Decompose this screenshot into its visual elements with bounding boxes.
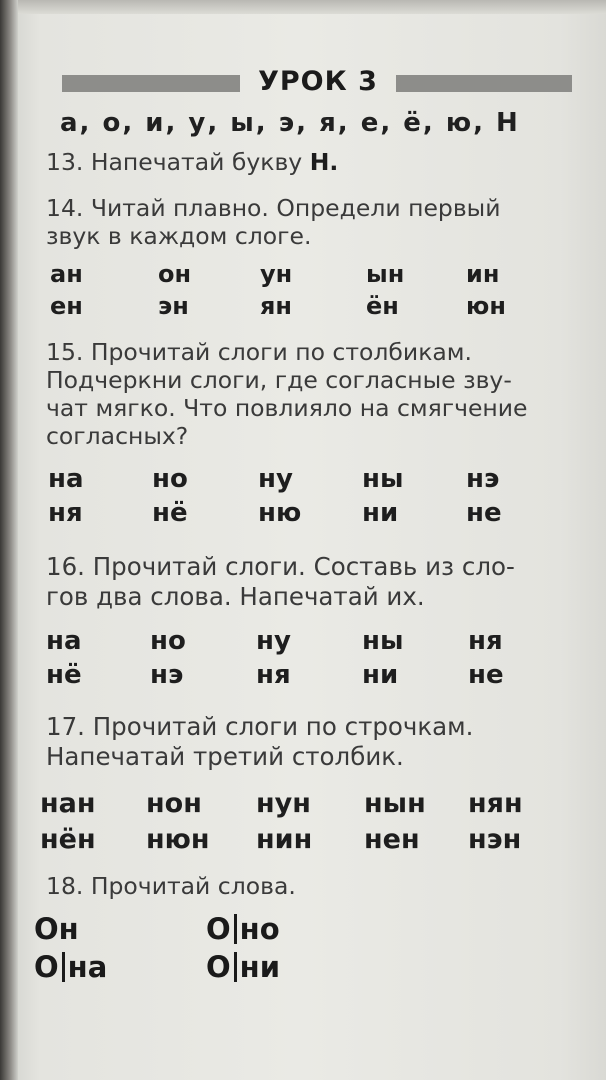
syllable: нин	[256, 824, 313, 855]
exercise-14-line: 14. Читай плавно. Определи первый	[46, 194, 501, 222]
syllable: на	[46, 626, 82, 656]
exercise-15-instructions	[46, 338, 576, 450]
syllable: нё	[152, 498, 188, 528]
page-binding-edge	[0, 0, 18, 1080]
exercise-15-row-2	[0, 498, 606, 532]
word-part: но	[239, 912, 280, 946]
word-part: Он	[34, 912, 79, 946]
syllable: нён	[40, 824, 96, 855]
syllable-divider	[62, 952, 65, 982]
syllable: ня	[468, 626, 503, 656]
exercise-18-title: 18. Прочитай слова.	[46, 872, 296, 900]
exercise-15-line: 15. Прочитай слоги по столбикам.	[46, 338, 472, 366]
exercise-16-instructions	[46, 552, 576, 611]
syllable-divider	[234, 952, 237, 982]
header-bar-left	[62, 75, 240, 92]
syllable: ну	[256, 626, 291, 656]
syllable: нан	[40, 788, 96, 819]
syllable: но	[152, 464, 188, 494]
word-part: ни	[239, 950, 281, 984]
syllable: ан	[50, 260, 83, 288]
syllable: ны	[362, 626, 404, 656]
exercise-15-line: чат мягко. Что повлияло на смягчение	[46, 394, 528, 422]
syllable: нун	[256, 788, 311, 819]
exercise-14-row-2	[0, 292, 606, 326]
exercise-17-row-2	[0, 824, 606, 858]
syllable: ян	[260, 292, 292, 320]
header-bar-right	[396, 75, 572, 92]
exercise-14-row-1	[0, 260, 606, 294]
word-oni	[206, 950, 280, 984]
exercise-16-line: гов два слова. Напечатай их.	[46, 581, 425, 611]
syllable: нян	[468, 788, 523, 819]
exercise-15-row-1	[0, 464, 606, 498]
syllable: ны	[362, 464, 404, 494]
syllable: но	[150, 626, 186, 656]
word-ono	[206, 912, 280, 946]
exercise-17-instructions	[46, 712, 576, 771]
exercise-17-line: 17. Прочитай слоги по строчкам.	[46, 712, 474, 741]
exercise-14-instructions	[46, 194, 576, 250]
word-ona	[34, 950, 107, 984]
syllable: нэ	[466, 464, 500, 494]
syllable: ну	[258, 464, 293, 494]
syllable: юн	[466, 292, 506, 320]
syllable: на	[48, 464, 84, 494]
exercise-13-letter: Н.	[309, 148, 339, 176]
syllable: нен	[364, 824, 420, 855]
exercise-16-row-1	[0, 626, 606, 660]
exercise-13	[46, 148, 576, 176]
lesson-header	[62, 66, 572, 102]
syllable: ню	[258, 498, 302, 528]
exercise-17-line: Напечатай третий столбик.	[46, 741, 404, 771]
word-part: О	[206, 950, 231, 984]
exercise-14-line: звук в каждом слоге.	[46, 222, 312, 250]
syllable: ин	[466, 260, 500, 288]
syllable: нэн	[468, 824, 522, 855]
syllable: ен	[50, 292, 83, 320]
syllable: нон	[146, 788, 202, 819]
syllable: ня	[256, 660, 291, 690]
syllable: эн	[158, 292, 189, 320]
exercise-15-line: согласных?	[46, 422, 189, 450]
syllable: ён	[366, 292, 399, 320]
exercise-13-text: 13. Напечатай букву	[46, 148, 310, 176]
syllable: ни	[362, 498, 399, 528]
word-part: О	[206, 912, 231, 946]
syllable: ня	[48, 498, 83, 528]
word-part: О	[34, 950, 59, 984]
syllable: нэ	[150, 660, 184, 690]
lesson-title: УРОК 3	[258, 66, 378, 97]
syllable-divider	[234, 914, 237, 944]
syllable: ын	[366, 260, 405, 288]
exercise-15-line: Подчеркни слоги, где согласные зву-	[46, 366, 512, 394]
exercise-16-row-2	[0, 660, 606, 694]
page-top-edge	[18, 0, 606, 14]
syllable: нюн	[146, 824, 210, 855]
syllable: не	[466, 498, 502, 528]
word-on	[34, 912, 79, 946]
syllable: ни	[362, 660, 399, 690]
word-part: на	[67, 950, 108, 984]
syllable: не	[468, 660, 504, 690]
exercise-17-row-1	[0, 788, 606, 822]
letters-row: а, о, и, у, ы, э, я, е, ё, ю, Н	[60, 108, 520, 138]
exercise-16-line: 16. Прочитай слоги. Составь из сло-	[46, 552, 515, 581]
syllable: он	[158, 260, 192, 288]
syllable: нё	[46, 660, 82, 690]
syllable: ун	[260, 260, 293, 288]
syllable: нын	[364, 788, 426, 819]
